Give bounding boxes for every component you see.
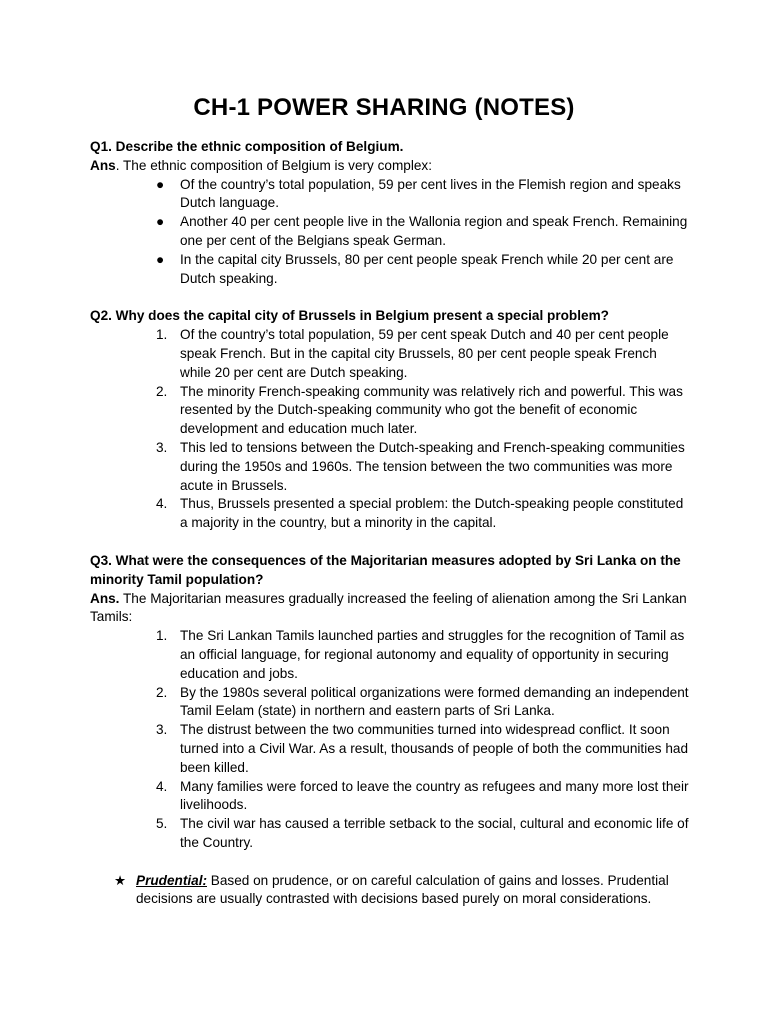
list-number: 5. (156, 816, 168, 832)
list-item (90, 213, 690, 251)
answer-1-intro (90, 157, 690, 176)
answer-label: Ans (90, 157, 116, 173)
bullet-icon: ● (156, 251, 165, 267)
list-item (90, 684, 690, 722)
question-1: Q1. Describe the ethnic composition of Belgium. (90, 139, 404, 154)
list-item (90, 815, 690, 853)
q3-numbered-list (90, 627, 690, 853)
answer-text: The Majoritarian measures gradually increased the feeling of alienation among the Sri Lankan Tamils: (90, 590, 687, 625)
question-3-line-1: Q3. What were the consequences of the Majoritarian measures adopted by Sri Lanka on the (90, 552, 681, 568)
list-item-text: Thus, Brussels presented a special problem: the Dutch-speaking people constituted a majority in the country, but a minority in the capital. (180, 496, 684, 531)
spacer (90, 533, 690, 552)
list-number: 4. (156, 778, 168, 794)
list-item-text: The distrust between the two communities turned into widespread conflict. It soon turned into a Civil War. As a result, thousands of people of both the communities had been killed. (180, 722, 689, 775)
list-item-text: Another 40 per cent people live in the Wallonia region and speak French. Remaining one per cent of the Belgians speak German. (180, 214, 688, 248)
list-item (90, 778, 690, 816)
list-item-text: Of the country’s total population, 59 per cent lives in the Flemish region and speaks Dutch language. (180, 176, 681, 211)
spacer (90, 853, 690, 872)
list-item (90, 627, 690, 683)
list-number: 1. (156, 628, 168, 644)
bullet-icon: ● (156, 214, 165, 230)
list-number: 3. (156, 722, 168, 738)
bullet-icon: ● (156, 176, 165, 192)
question-2: Q2. Why does the capital city of Brussels in Belgium present a special problem? (90, 308, 609, 324)
list-number: 3. (156, 439, 168, 455)
list-item (90, 326, 690, 382)
definition-prudential (90, 872, 690, 910)
definition-text: Based on prudence, or on careful calculation of gains and losses. Prudential decisions are usually contrasted with decisions based purely on moral considerations. (136, 872, 669, 907)
star-icon: ★ (114, 872, 127, 888)
spacer (90, 288, 690, 307)
list-item (90, 176, 690, 214)
list-item (90, 439, 690, 495)
question-3-line-2: minority Tamil population? (90, 571, 264, 587)
list-item-text: By the 1980s several political organizations were formed demanding an independent Tamil Eelam (state) in northern and eastern parts of Sri Lanka. (180, 684, 689, 719)
list-item-text: The civil war has caused a terrible setback to the social, cultural and economic life of the Country. (180, 816, 689, 850)
answer-text: . The ethnic composition of Belgium is very complex: (115, 157, 433, 173)
list-item-text: The minority French-speaking community was relatively rich and powerful. This was resented by the Dutch-speaking community who got the benefit of economic development and education much later. (180, 383, 683, 437)
list-number: 4. (156, 496, 168, 512)
answer-3-intro (90, 590, 690, 628)
list-item (90, 383, 690, 439)
answer-label: Ans. (90, 590, 120, 606)
list-item-text: In the capital city Brussels, 80 per cent people speak French while 20 per cent are Dutch speaking. (180, 251, 674, 286)
list-item (90, 251, 690, 289)
list-item-text: Many families were forced to leave the country as refugees and many more lost their livelihoods. (180, 778, 689, 813)
list-number: 2. (156, 383, 168, 399)
list-number: 1. (156, 327, 168, 343)
list-number: 2. (156, 684, 168, 700)
q2-numbered-list (90, 326, 690, 533)
list-item-text: This led to tensions between the Dutch-speaking and French-speaking communities during the 1950s and 1960s. The tension between the two communities was more acute in Brussels. (180, 439, 685, 493)
page-title: CH-1 POWER SHARING (NOTES) (193, 94, 575, 121)
list-item (90, 495, 690, 533)
list-item-text: Of the country’s total population, 59 per cent speak Dutch and 40 per cent people speak French. But in the capital city Brussels, 80 per cent people speak French while 20 per cent are Dutch speaking. (180, 327, 669, 380)
definition-term: Prudential: (136, 872, 207, 888)
list-item-text: The Sri Lankan Tamils launched parties and struggles for the recognition of Tamil as an official language, for regional autonomy and equality of opportunity in securing education and jobs. (180, 628, 685, 681)
notes-content (90, 138, 690, 909)
list-item (90, 721, 690, 777)
q1-bullet-list (90, 176, 690, 289)
